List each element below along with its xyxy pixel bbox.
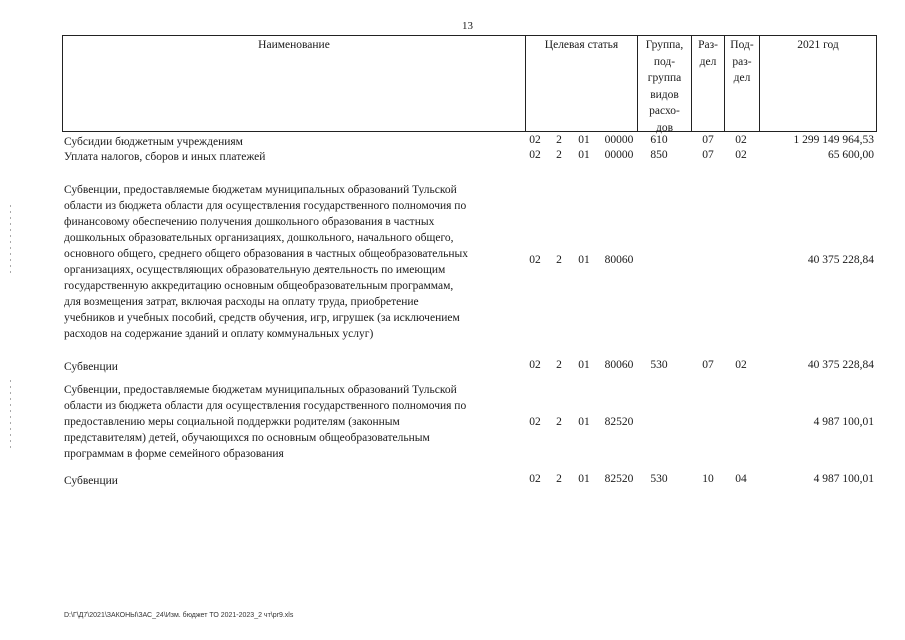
row-code-a: 02 — [529, 149, 541, 161]
row-amount: 4 987 100,01 — [813, 416, 874, 428]
table-row — [64, 182, 876, 342]
table-row — [64, 134, 876, 150]
row-code-c: 01 — [578, 149, 590, 161]
row-subsection: 02 — [735, 149, 747, 161]
row-code-d: 00000 — [604, 134, 634, 146]
margin-dots — [10, 380, 11, 450]
row-amount: 4 987 100,01 — [813, 473, 874, 485]
row-subsection: 02 — [735, 134, 747, 146]
row-name: Субвенции — [64, 475, 118, 487]
header-name: Наименование — [63, 36, 526, 131]
table-row — [64, 149, 876, 165]
row-code-a: 02 — [529, 359, 541, 371]
row-code-a: 02 — [529, 473, 541, 485]
row-code-d: 80060 — [604, 254, 634, 266]
row-amount: 40 375 228,84 — [807, 254, 874, 266]
row-group: 850 — [650, 149, 668, 161]
row-section: 07 — [702, 359, 714, 371]
row-section: 10 — [702, 473, 714, 485]
table-row — [64, 382, 876, 464]
margin-dots — [10, 205, 11, 275]
row-group: 530 — [650, 359, 668, 371]
page-number: 13 — [462, 20, 473, 32]
row-code-a: 02 — [529, 254, 541, 266]
row-name: Субсидии бюджетным учреждениям — [64, 136, 243, 148]
header-subsection: Под- раз- дел — [725, 36, 760, 131]
row-code-c: 01 — [578, 416, 590, 428]
row-code-c: 01 — [578, 134, 590, 146]
row-name: Субвенции, предоставляемые бюджетам муниципальных образований Тульской области из бюджета области для осуществления государственного полномочия по предоставлению меры социальной поддержки родителям (законным представителям) детей, обучающихся по основным общеобразовательным программам в форме семейного образования — [64, 384, 467, 460]
row-amount: 1 299 149 964,53 — [793, 134, 874, 146]
row-code-b: 2 — [556, 359, 562, 371]
table-row — [64, 359, 876, 375]
row-code-b: 2 — [556, 134, 562, 146]
row-code-d: 82520 — [604, 416, 634, 428]
row-group: 530 — [650, 473, 668, 485]
row-code-a: 02 — [529, 416, 541, 428]
table-row — [64, 473, 876, 489]
file-path-footer: D:\Г\Д7\2021\ЗАКОНЫ\ЗАС_24\Изм. бюджет ТО 2021-2023_2 чт\pr9.xls — [64, 612, 294, 619]
row-subsection: 02 — [735, 359, 747, 371]
header-section: Раз- дел — [692, 36, 725, 131]
row-code-b: 2 — [556, 416, 562, 428]
row-code-d: 00000 — [604, 149, 634, 161]
row-subsection: 04 — [735, 473, 747, 485]
row-code-d: 82520 — [604, 473, 634, 485]
row-code-b: 2 — [556, 254, 562, 266]
row-name: Субвенции — [64, 361, 118, 373]
row-code-b: 2 — [556, 473, 562, 485]
row-code-c: 01 — [578, 254, 590, 266]
header-year: 2021 год — [797, 39, 839, 51]
row-section: 07 — [702, 149, 714, 161]
row-name: Субвенции, предоставляемые бюджетам муниципальных образований Тульской области из бюджета области для осуществления государственного полномочия по финансовому обеспечению получения дошкольного образования в частных дошкольных образовательных организациях, дошкольного, начального общего, основного общего, среднего общего образования в частных общеобразовательных организациях, осуществляющих образовательную деятельность по имеющим государственную аккредитацию основным общеобразовательным программам, для возмещения затрат, включая расходы на оплату труда, приобретение учебников и учебных пособий, средств обучения, игр, игрушек (за исключением расходов на содержание зданий и оплату коммунальных услуг) — [64, 184, 468, 340]
table-header — [62, 35, 877, 132]
header-target-article: Целевая статья — [526, 36, 638, 131]
row-section: 07 — [702, 134, 714, 146]
row-code-b: 2 — [556, 149, 562, 161]
header-group: Группа, под- группа видов расхо- дов — [638, 36, 692, 131]
row-code-d: 80060 — [604, 359, 634, 371]
row-name: Уплата налогов, сборов и иных платежей — [64, 151, 266, 163]
row-code-a: 02 — [529, 134, 541, 146]
row-group: 610 — [650, 134, 668, 146]
row-code-c: 01 — [578, 359, 590, 371]
row-amount: 65 600,00 — [828, 149, 874, 161]
row-amount: 40 375 228,84 — [807, 359, 874, 371]
row-code-c: 01 — [578, 473, 590, 485]
